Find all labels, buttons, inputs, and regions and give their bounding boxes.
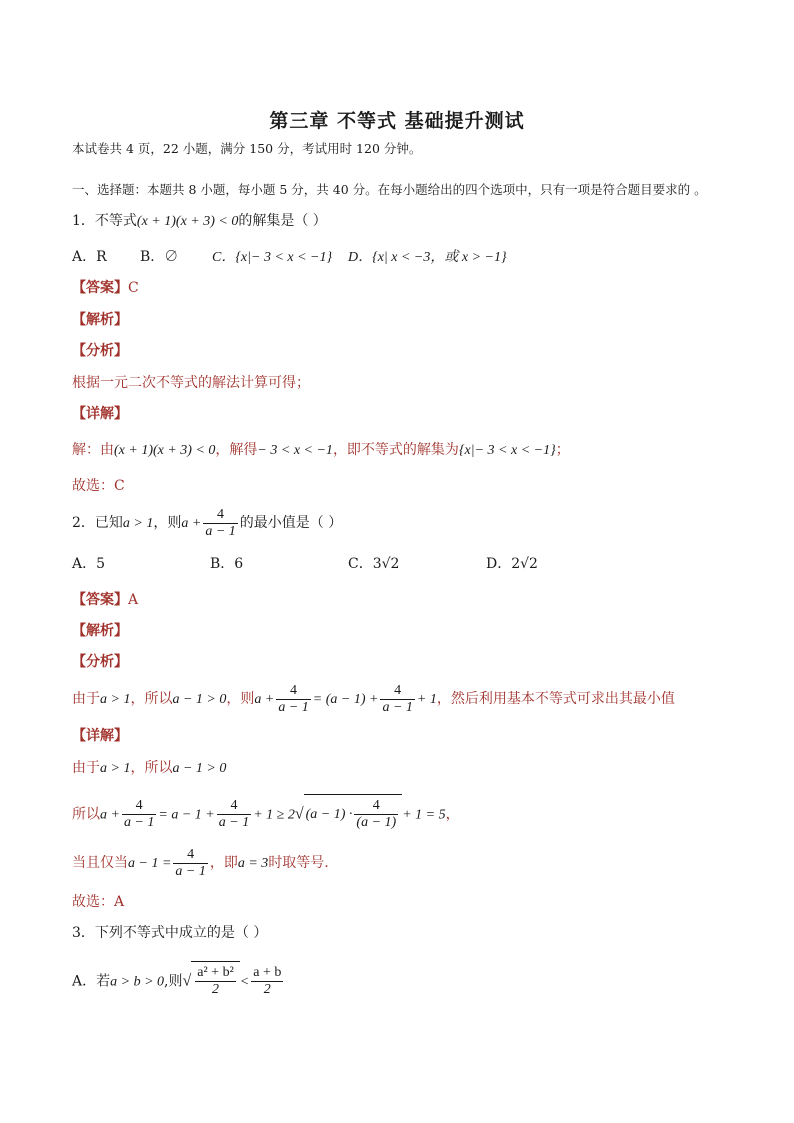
question-3: 3．下列不等式中成立的是（ ）	[72, 925, 268, 941]
answer-label: 【答案】	[72, 280, 128, 296]
page-title: 第三章 不等式 基础提升测试	[269, 110, 525, 132]
q2-option-a: A．5	[72, 556, 106, 572]
q1-fenxi-label: 【分析】	[72, 343, 128, 359]
q1-answer-value: C	[128, 280, 139, 296]
q1-option-d: D．{x| x < −3，或 x > −1}	[348, 250, 507, 265]
q1-prefix: 1．不等式	[72, 213, 137, 229]
q2-sqrt: √ (a − 1) · $\frac{4}{(a - 1)}$	[295, 794, 402, 835]
q2-fraction: $\frac{4}{a - 1}$	[205, 506, 236, 539]
q2-answer-value: A	[128, 592, 139, 608]
q1-option-c: C．{x|− 3 < x < −1}	[212, 250, 333, 265]
q2-analysis: 由于a > 1，所以a − 1 > 0，则a + $\frac{4}{a - 1}$ = (a − 1) + $\frac{4}{a - 1}$ + 1，然后利用基本不等式可求出其最小值	[72, 682, 675, 715]
exam-intro: 本试卷共 4 页，22 小题，满分 150 分，考试用时 120 分钟。	[72, 141, 422, 156]
q3-sqrt: √ $\frac{\text{a² + b²}}{2}$	[182, 961, 239, 1002]
q1-answer	[72, 278, 139, 298]
q1-option-b: B．∅	[140, 249, 179, 265]
q2-option-b: B．6	[210, 556, 244, 572]
q2-jiexi-label: 【解析】	[72, 623, 128, 639]
q2-option-c: C．3√2	[348, 556, 400, 572]
q3-option-a: A．若a > b > 0,则√ $\frac{\text{a² + b²}}{2}$ < $\frac{a + b}{2}$	[72, 961, 285, 1003]
question-1	[72, 211, 327, 232]
question-2: 2．已知a > 1，则a + $\frac{4}{a - 1}$ 的最小值是（ ）	[72, 506, 343, 539]
q2-answer: 【答案】A	[72, 592, 139, 608]
q2-options	[72, 554, 538, 574]
q2-condition: a > 1	[122, 516, 154, 531]
q1-option-a: A．R	[72, 249, 107, 265]
q1-choice: 故选：C	[72, 478, 125, 494]
q1-options	[72, 247, 507, 268]
q1-jiexi-label: 【解析】	[72, 312, 128, 328]
q1-suffix: 的解集是（ ）	[238, 213, 327, 229]
q2-detail-2: 所以a + $\frac{4}{a - 1}$ = a − 1 + $\frac{4}{a - 1}$ + 1 ≥ 2√ (a − 1) · $\frac{4}{(a - 1)}$ + 1 = 5，	[72, 794, 460, 836]
section-heading: 一、选择题：本题共 8 小题，每小题 5 分，共 40 分。在每小题给出的四个选项中，只有一项是符合题目要求的 。	[72, 182, 707, 197]
q2-detail-1: 由于a > 1，所以a − 1 > 0	[72, 760, 227, 776]
q1-expr: (x + 1)(x + 3) < 0	[136, 214, 239, 229]
q2-xiangjie-label: 【详解】	[72, 728, 128, 744]
q2-fenxi-label: 【分析】	[72, 654, 128, 670]
q2-detail-3: 当且仅当a − 1 = $\frac{4}{a - 1}$ ，即a = 3时取等号.	[72, 846, 329, 879]
q1-detail: 解：由(x + 1)(x + 3) < 0，解得− 3 < x < −1，即不等式的解集为{x|− 3 < x < −1}；	[72, 442, 570, 458]
q2-choice: 故选：A	[72, 894, 125, 910]
q1-xiangjie-label: 【详解】	[72, 406, 128, 422]
q2-option-d: D．2√2	[486, 556, 538, 572]
q1-analysis: 根据一元二次不等式的解法计算可得；	[72, 375, 310, 391]
